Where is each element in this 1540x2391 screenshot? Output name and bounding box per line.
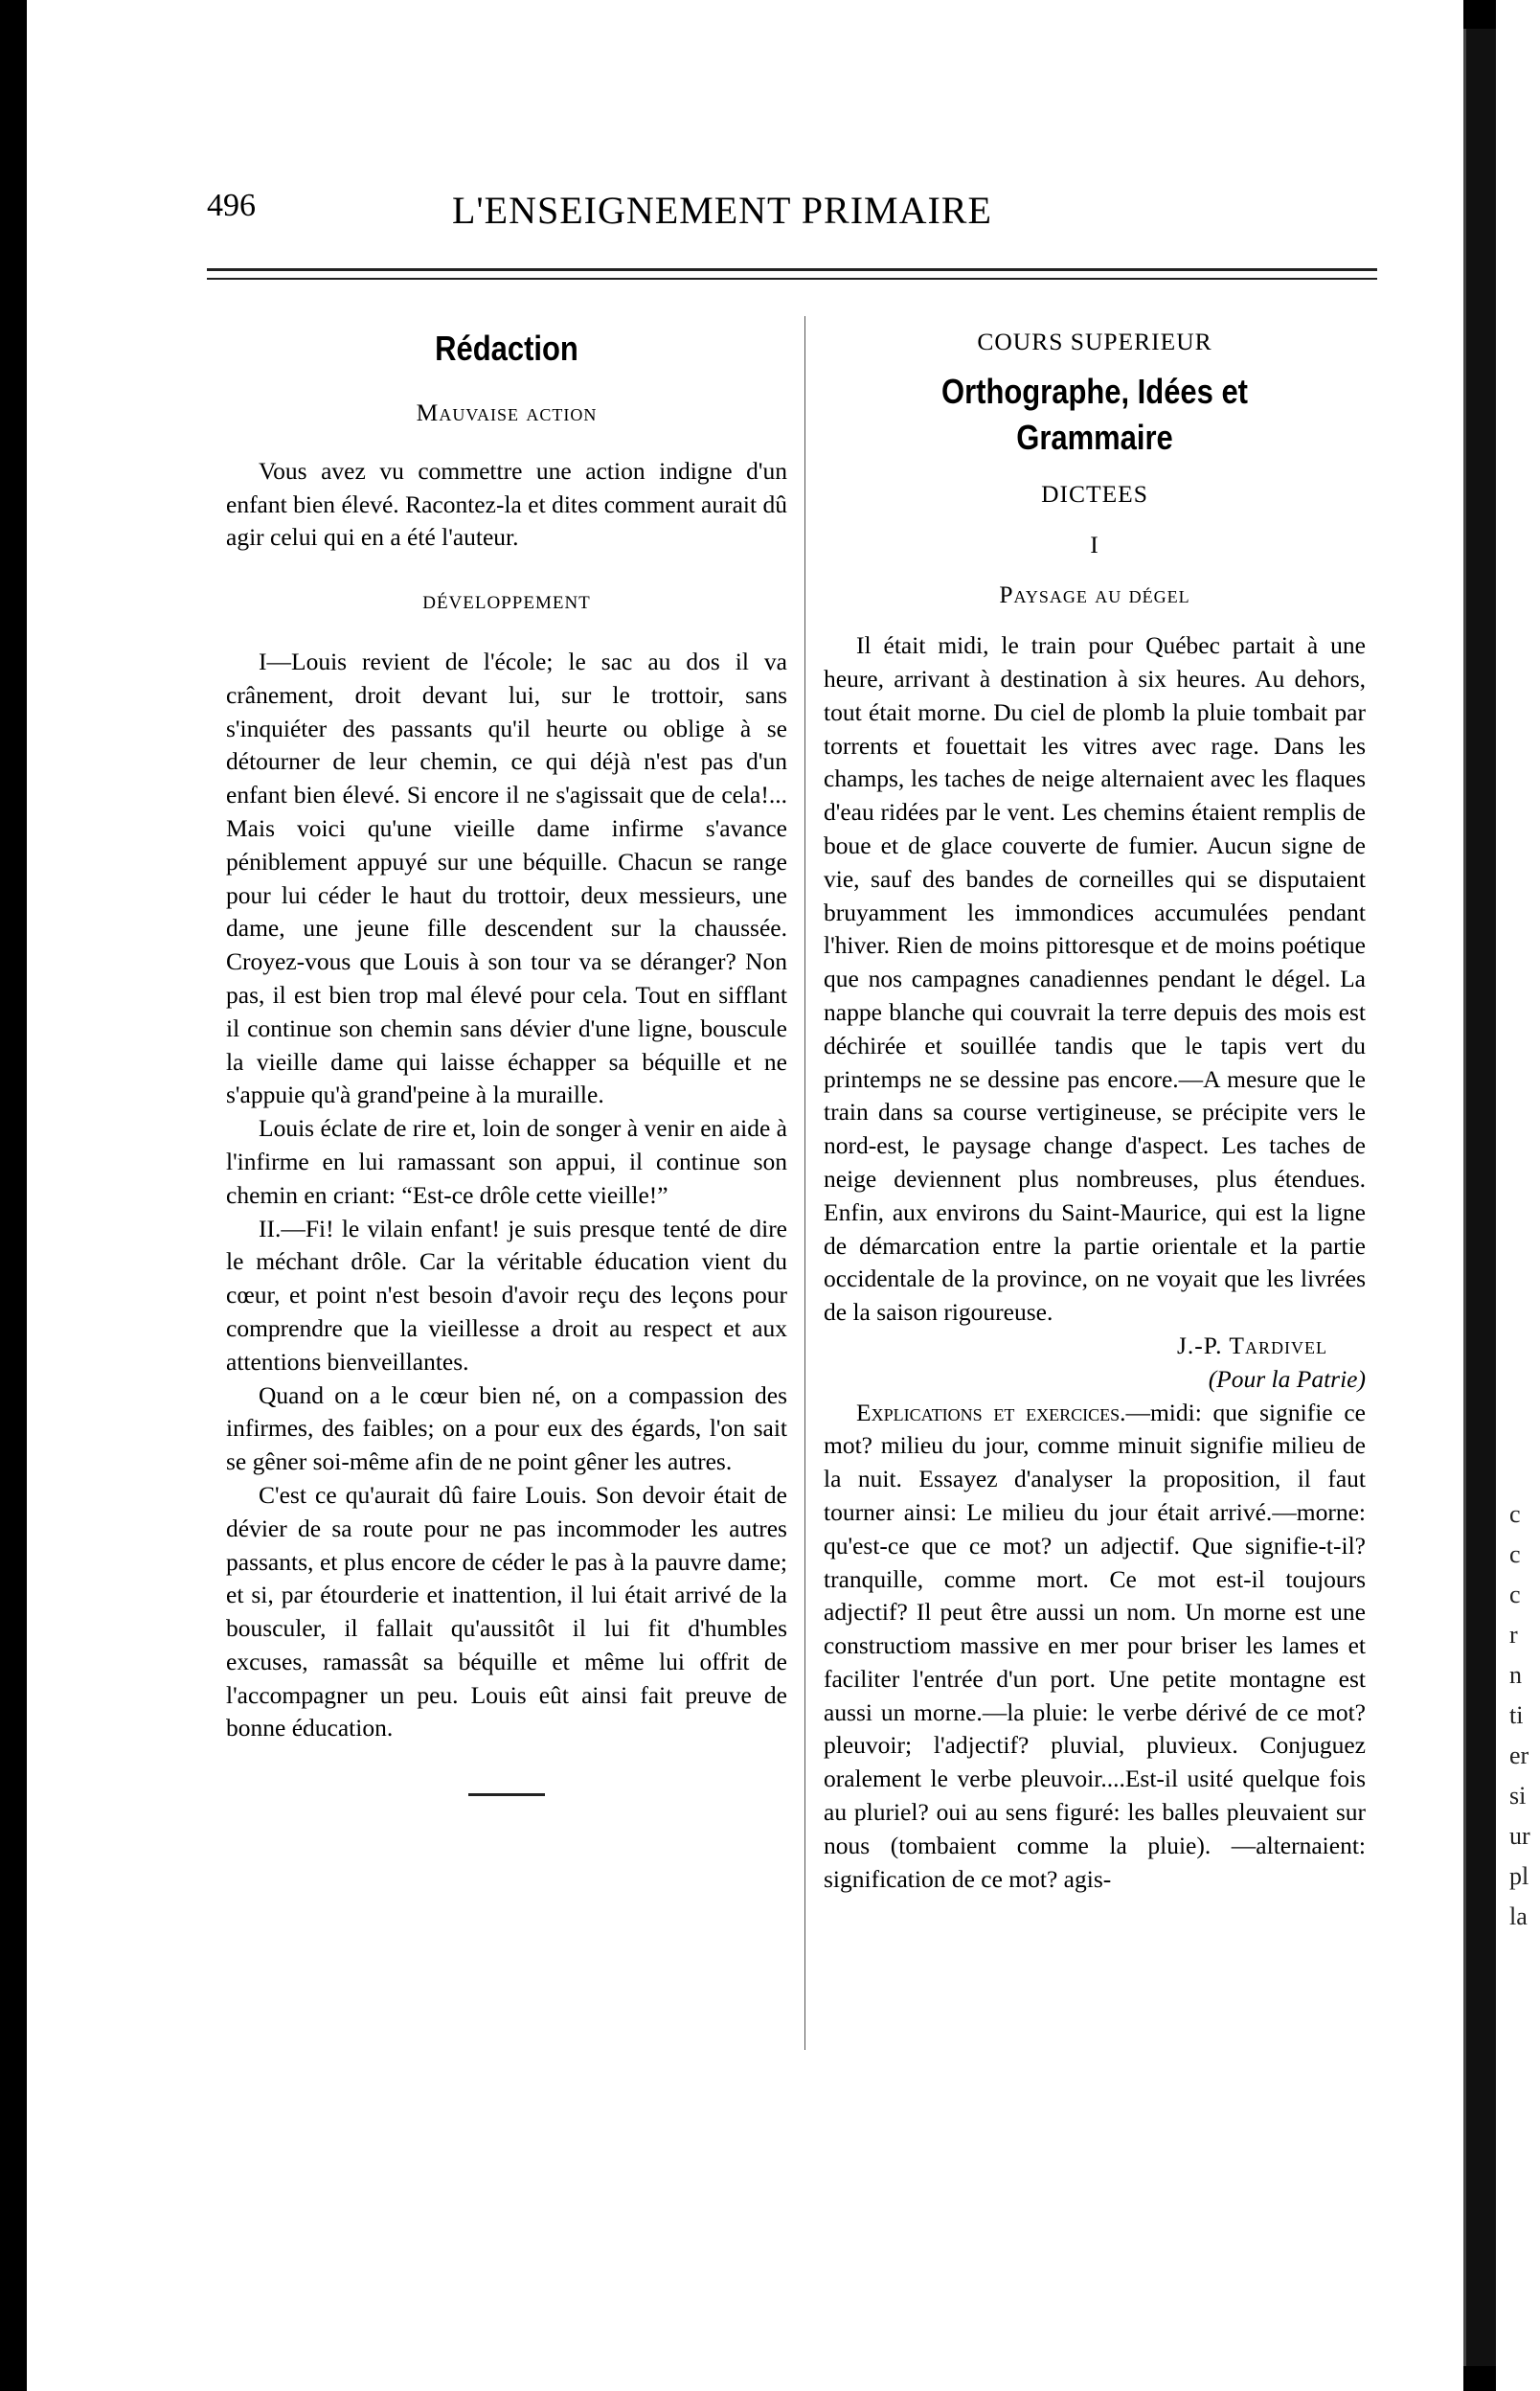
- facing-letter: c: [1509, 1581, 1521, 1608]
- facing-letter: c: [1509, 1540, 1521, 1568]
- paragraph: II.—Fi! le vilain enfant! je suis presque tenté de dire le méchant drôle. Car la véritable éducation vient du cœur, et point n'est besoin d'avoir reçu des leçons pour comprendre que la vieillesse a droit au respect et aux attentions bienveillantes.: [226, 1214, 787, 1376]
- facing-page-edge: [1496, 0, 1540, 2391]
- paragraph: C'est ce qu'aurait dû faire Louis. Son devoir était de dévier de sa route pour ne pas incommoder les autres passants, et plus encore de céder le pas à la pauvre dame; et si, par étourderie et inattention, il lui était arrivé de la bousculer, il fallait qu'aussitôt il lui fit d'humbles excuses, ramassât sa béquille et même lui offrit de l'accompagner un peu. Louis eût ainsi fait preuve de bonne éducation.: [226, 1480, 787, 1742]
- development-heading: DÉVELOPPEMENT: [422, 593, 591, 614]
- facing-letter: c: [1509, 1500, 1521, 1528]
- section-title-redaction: Rédaction: [435, 329, 578, 368]
- paragraph: Quand on a le cœur bien né, on a compassion des infirmes, des faibles; on a pour eux des égards, l'on sait se gêner soi-même afin de ne point gêner les autres.: [226, 1380, 787, 1476]
- subject-title: Mauvaise action: [416, 398, 598, 426]
- course-label: COURS SUPERIEUR: [977, 328, 1212, 355]
- left-column: [226, 316, 787, 1796]
- paragraph: Louis éclate de rire et, loin de songer à venir en aide à l'infirme en lui ramassant son appui, il continue son chemin en criant: “Est-ce drôle cette vieille!”: [226, 1114, 787, 1209]
- explanations-text: —midi: que signifie ce mot? milieu du jour, comme minuit signifie milieu de la nuit. Essayez d'analyser la proposition, il faut tourner ainsi: Le milieu du jour était arrivé.—morne: qu'est-ce que ce mot? un adjectif. Que signifie-t-il? tranquille, comme mort. Ce mot est-il toujours adjectif? Il peut être aussi un nom. Un morne est une constructiom massive en mer pour briser les lames et faciliter l'entrée d'un port. Une petite montagne est aussi un morne.—la pluie: le verbe dérivé de ce mot? pleuvoir; l'adjectif? pluvial, pluvieux. Conjuguez oralement le verbe pleuvoir....Est-il usité quelque fois au pluriel? oui au sens figuré: les balles pleuvaient sur nous (tombaient comme la pluie). —alternaient: signification de ce mot? agis-: [824, 1398, 1366, 1893]
- dictation-text: Il était midi, le train pour Québec partait à une heure, arrivant à destination à six heures. Au dehors, tout était morne. Du ciel de plomb la pluie tombait par torrents et fouettait les vitres avec rage. Dans les champs, les taches de neige alternaient avec les flaques d'eau ridées par le vent. Les chemins étaient remplis de boue et de glace couverte de fumier. Aucun signe de vie, sauf des bandes de corneilles qui se disputaient bruyamment les immondices accumulées pendant l'hiver. Rien de moins pittoresque et de moins poétique que nos campagnes canadiennes pendant le dégel. La nappe blanche qui couvrait la terre depuis des mois est déchirée et souillée tandis que le tapis vert du printemps ne se dessine pas encore.—A mesure que le train dans sa course vertigineuse, se précipite vers le nord-est, le paysage change d'aspect. Les taches de neige deviennent plus nombreuses, plus étendues. Enfin, aux environs du Saint-Maurice, qui est la ligne de démarcation entre la partie orientale et la partie occidentale de la province, on ne voyait que les livrées de la saison rigoureuse.: [824, 631, 1366, 1327]
- facing-letter: si: [1509, 1782, 1527, 1810]
- source-citation: (Pour la Patrie): [1208, 1364, 1366, 1393]
- section-title-orthographe: Orthographe, Idées et Grammaire: [940, 371, 1248, 457]
- author-signature: J.-P. Tardivel: [1177, 1331, 1327, 1359]
- header-rule: [207, 268, 1377, 271]
- right-column: [824, 316, 1366, 1896]
- explanations-label: Explications et exercices.: [856, 1398, 1126, 1426]
- assignment-prompt: Vous avez vu commettre une action indigne d'un enfant bien élevé. Racontez-la et dites comment aurait dû agir celui qui en a été l'auteur.: [226, 456, 787, 552]
- facing-letter: ur: [1509, 1822, 1530, 1850]
- facing-letter: ti: [1509, 1701, 1524, 1729]
- dictation-title: Paysage au dégel: [999, 581, 1190, 609]
- end-rule: [468, 1793, 545, 1796]
- book-spine: [1463, 29, 1499, 2366]
- facing-letter: pl: [1509, 1862, 1529, 1890]
- paragraph: I—Louis revient de l'école; le sac au dos il va crânement, droit devant lui, sur le trottoir, sans s'inquiéter des passants qu'il heurte ou oblige à se détourner de leur chemin, ce qui déjà n'est pas d'un enfant bien élevé. Si encore il ne s'agissait que de cela!... Mais voici qu'une vieille dame infirme s'avance péniblement appuyé sur une béquille. Chacun se range pour lui céder le haut du trottoir, deux messieurs, une dame, une jeune fille descendent sur la chaussée. Croyez-vous que Louis à son tour va se déranger? Non pas, il est bien trop mal élevé pour cela. Tout en sifflant il continue son chemin sans dévier d'une ligne, bouscule la vieille dame qui laisse échapper sa béquille et ne s'appuie qu'à grand'peine à la muraille.: [226, 647, 787, 1109]
- facing-letter: n: [1509, 1661, 1522, 1689]
- facing-page-letters: [1509, 1494, 1530, 1937]
- facing-letter: er: [1509, 1742, 1529, 1769]
- subsection-dictees: DICTEES: [1041, 479, 1148, 508]
- column-divider: [804, 316, 805, 2050]
- numeral: I: [1090, 530, 1099, 558]
- facing-letter: r: [1509, 1621, 1518, 1649]
- header-rule-thin: [207, 278, 1377, 280]
- page-number: 496: [207, 188, 256, 223]
- running-title: L'ENSEIGNEMENT PRIMAIRE: [452, 189, 992, 232]
- facing-letter: la: [1509, 1902, 1528, 1930]
